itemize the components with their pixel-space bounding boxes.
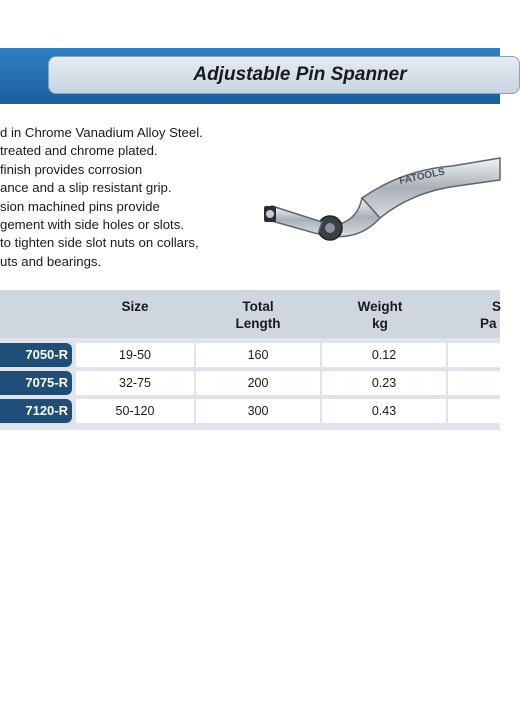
weight-cell: 0.12 [322, 343, 446, 367]
brand-watermark: FATOOLS [55, 621, 514, 721]
description-line: to tighten side slot nuts on collars, [0, 235, 199, 251]
size-cell: 19-50 [76, 343, 194, 367]
description-line: treated and chrome plated. [0, 143, 158, 159]
product-code: 7075-R [0, 371, 72, 395]
pin-spanner-image [252, 140, 500, 260]
size-cell: 50-120 [76, 399, 194, 423]
weight-cell: 0.43 [322, 399, 446, 423]
header-extra: S Pa [480, 299, 502, 331]
header-weight: Weight kg [357, 299, 403, 331]
length-cell: 200 [196, 371, 320, 395]
description-line: gement with side holes or slots. [0, 216, 184, 232]
pin-tip [266, 210, 274, 218]
extra-cell [448, 371, 500, 395]
description-line: uts and bearings. [0, 253, 102, 269]
description-line: ance and a slip resistant grip. [0, 180, 172, 196]
title-banner [0, 48, 500, 104]
product-code: 7050-R [0, 343, 72, 367]
table-row [0, 398, 500, 424]
extra-cell [448, 399, 500, 423]
spanner-handle [362, 158, 500, 218]
description-line: d in Chrome Vanadium Alloy Steel. [0, 125, 203, 140]
spanner-arm [268, 206, 322, 234]
size-cell: 32-75 [76, 371, 194, 395]
title-panel [48, 56, 520, 94]
description-line: sion machined pins provide [0, 198, 160, 214]
header-total-length: Total Length [235, 299, 281, 331]
table-row [0, 370, 500, 396]
table-row [0, 342, 500, 368]
page-title: Adjustable Pin Spanner [193, 64, 407, 85]
description-line: finish provides corrosion [0, 161, 143, 177]
header-size: Size [121, 299, 149, 314]
weight-cell: 0.23 [322, 371, 446, 395]
extra-cell [448, 343, 500, 367]
length-cell: 300 [196, 399, 320, 423]
product-code: 7120-R [0, 399, 72, 423]
product-description [0, 124, 250, 271]
length-cell: 160 [196, 343, 320, 367]
spec-table [0, 290, 514, 721]
table-header [0, 290, 500, 338]
brand-engraving: FATOOLS [398, 166, 446, 187]
pivot-center [325, 223, 335, 233]
